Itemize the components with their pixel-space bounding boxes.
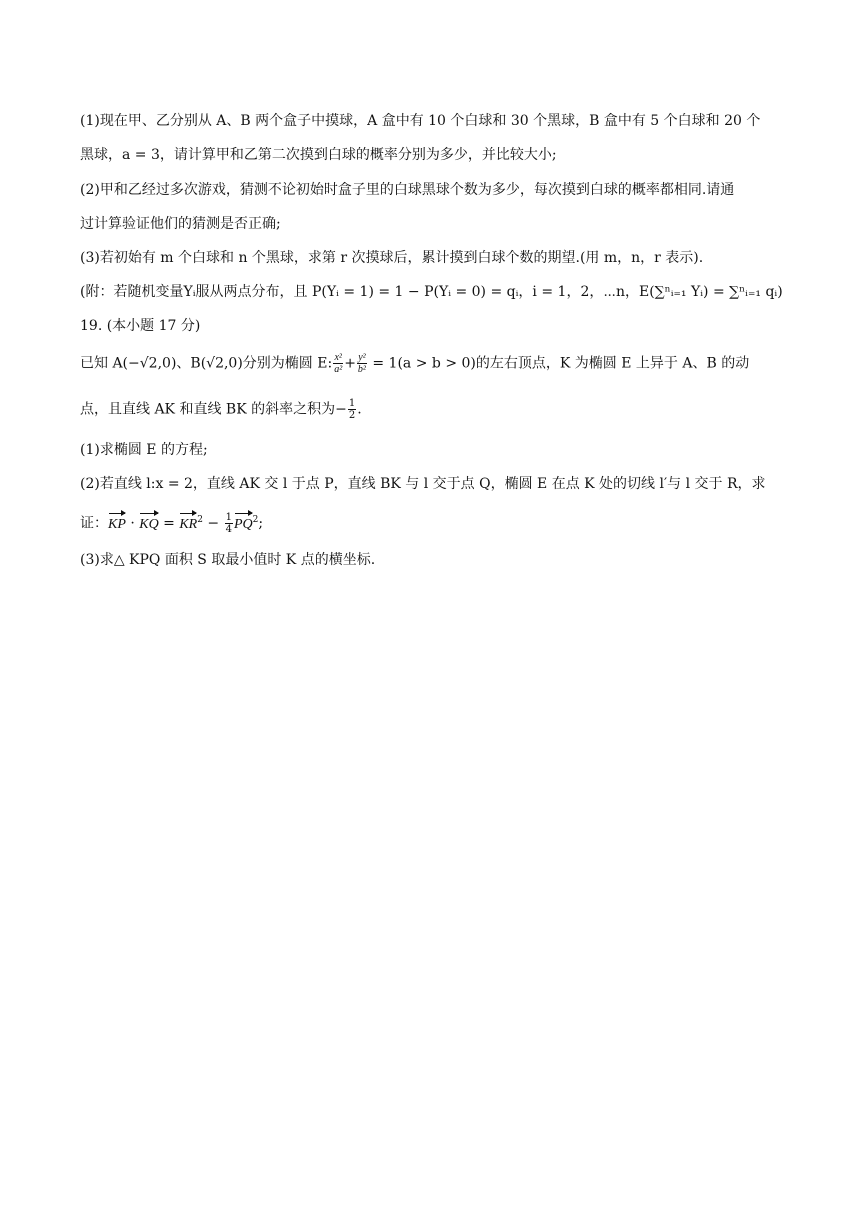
frac-numerator: y² (358, 352, 366, 363)
q19-part1: (1)求椭圆 E 的方程; (80, 442, 208, 458)
frac-numerator: 1 (348, 398, 356, 409)
frac-numerator: 1 (225, 512, 232, 524)
vector-KR: KR (179, 515, 197, 535)
q18-part3: (3)若初始有 m 个白球和 n 个黑球，求第 r 次摸球后，累计摸到白球个数的期望.(用 m，n，r 表示). (80, 250, 704, 266)
q19-header: 19. (本小题 17 分) (80, 318, 201, 334)
q19-part2-line2-a: 证： (80, 515, 108, 532)
equals-sign: = (158, 515, 180, 532)
q19-part3: (3)求△ KPQ 面积 S 取最小值时 K 点的横坐标. (80, 552, 376, 568)
vector-PQ: PQ (234, 515, 253, 535)
frac-denominator: a² (334, 364, 343, 375)
minus-sign: − (202, 515, 224, 532)
q19-part2-line1: (2)若直线 l:x = 2，直线 AK 交 l 于点 P，直线 BK 与 l 交于点 Q，椭圆 E 在点 K 处的切线 l′与 l 交于 R，求 (80, 476, 766, 492)
frac-numerator: x² (334, 352, 342, 363)
q19-stem-line1-b: = 1(a > b > 0)的左右顶点，K 为椭圆 E 上异于 A、B 的动 (372, 355, 750, 372)
fraction-x2-a2 (333, 352, 343, 375)
q18-part1-line2: 黑球，a = 3，请计算甲和乙第二次摸到白球的概率分别为多少，并比较大小; (80, 147, 557, 163)
q19-stem-line2-a: 点，且直线 AK 和直线 BK 的斜率之积为− (80, 401, 347, 418)
q18-part1-line1: (1)现在甲、乙分别从 A、B 两个盒子中摸球，A 盒中有 10 个白球和 30 个黑球，B 盒中有 5 个白球和 20 个 (80, 113, 761, 129)
vector-KQ: KQ (139, 515, 158, 535)
q19-stem-line2-b: . (357, 401, 362, 418)
frac-denominator: 2 (348, 410, 356, 421)
exponent-2: 2 (252, 515, 259, 525)
q19-stem-line2 (80, 398, 362, 421)
q19-stem-line1 (80, 352, 749, 375)
plus-sign: + (344, 355, 356, 372)
q19-part2-line2 (80, 510, 263, 535)
exponent-2: 2 (197, 515, 203, 525)
fraction-y2-b2 (357, 352, 367, 375)
q18-part2-line1: (2)甲和乙经过多次游戏，猜测不论初始时盒子里的白球黑球个数为多少，每次摸到白球的概率都相同.请通 (80, 182, 735, 198)
line-end: ; (258, 515, 264, 532)
frac-denominator: 4 (225, 524, 232, 536)
q19-stem-line1-a: 已知 A(−√2,0)、B(√2,0)分别为椭圆 E: (80, 355, 333, 372)
q18-appendix: (附：若随机变量Yᵢ服从两点分布，且 P(Yᵢ = 1) = 1 − P(Yᵢ = 0) = qᵢ，i = 1，2，⋯n，E(∑ⁿᵢ₌₁ Yᵢ) = ∑ⁿᵢ₌₁ qᵢ) (80, 284, 783, 300)
fraction-one-half (348, 398, 356, 421)
dot-operator: · (125, 515, 140, 532)
fraction-one-quarter (225, 512, 233, 535)
frac-denominator: b² (357, 364, 366, 375)
vector-KP: KP (108, 515, 126, 535)
q18-part2-line2: 过计算验证他们的猜测是否正确; (80, 216, 281, 232)
